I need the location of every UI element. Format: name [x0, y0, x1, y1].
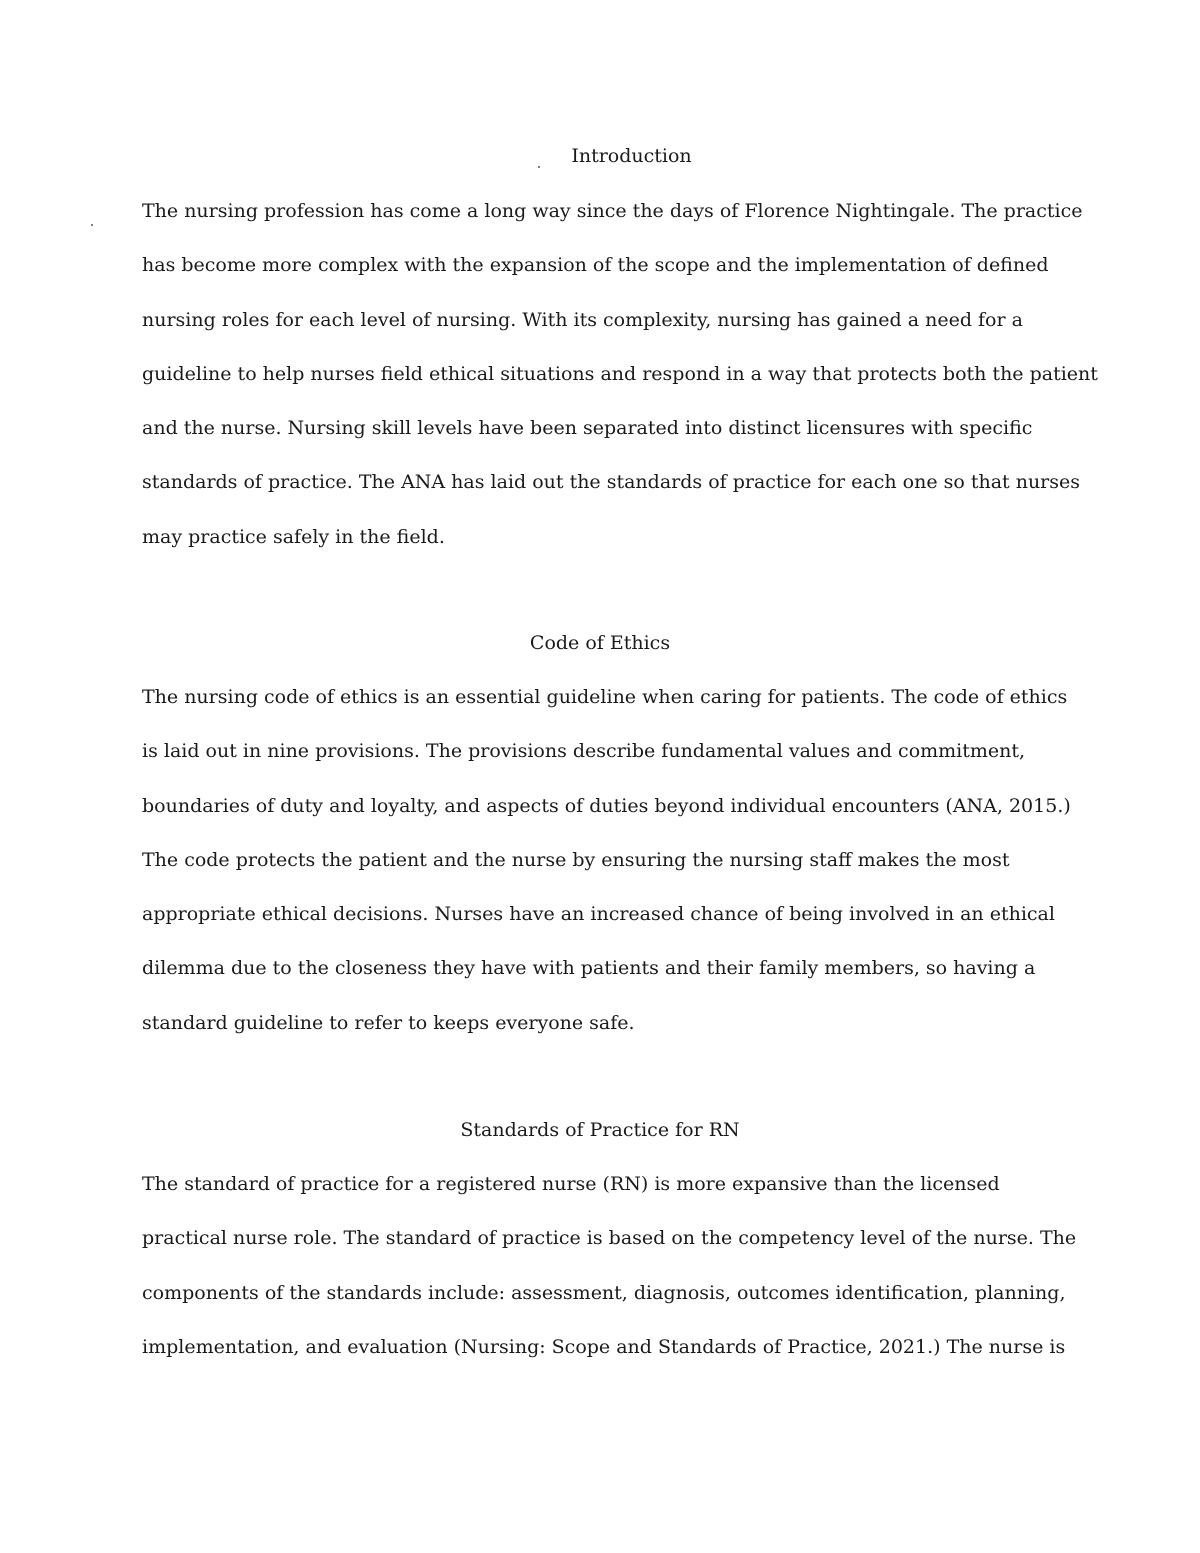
paragraph-introduction	[142, 198, 1098, 578]
text-line: components of the standards include: assessment, diagnosis, outcomes identification, planning,	[142, 1281, 1066, 1304]
text-line: is laid out in nine provisions. The provisions describe fundamental values and commitment,	[142, 740, 1026, 763]
text-line: may practice safely in the field.	[142, 525, 445, 548]
text-line: and the nurse. Nursing skill levels have been separated into distinct licensures with specific	[142, 417, 1033, 439]
text-line: implementation, and evaluation (Nursing: Scope and Standards of Practice, 2021.) The nurse is	[142, 1335, 1066, 1358]
text-line: standard guideline to refer to keeps everyone safe.	[142, 1011, 635, 1034]
text-line: standards of practice. The ANA has laid out the standards of practice for each one so that nurses	[142, 471, 1081, 494]
text-line: nursing roles for each level of nursing. With its complexity, nursing has gained a need for a	[142, 308, 1023, 331]
section-heading-standards-of-practice-rn: Standards of Practice for RN	[460, 1119, 740, 1141]
text-line: has become more complex with the expansion of the scope and the implementation of defined	[142, 254, 1049, 277]
text-line: appropriate ethical decisions. Nurses have an increased chance of being involved in an ethical	[142, 903, 1055, 925]
text-line: The nursing profession has come a long way since the days of Florence Nightingale. The practice	[142, 200, 1083, 222]
text-line: practical nurse role. The standard of practice is based on the competency level of the nurse. The	[142, 1227, 1077, 1250]
text-line: The nursing code of ethics is an essential guideline when caring for patients. The code of ethics	[142, 686, 1068, 708]
text-line: The code protects the patient and the nurse by ensuring the nursing staff makes the most	[142, 848, 1010, 871]
text-line: boundaries of duty and loyalty, and aspects of duties beyond individual encounters (ANA, 2015.)	[142, 794, 1071, 817]
paragraph-standards-of-practice-rn	[142, 1171, 1082, 1388]
section-heading-introduction: Introduction	[571, 145, 692, 167]
section-heading-code-of-ethics: Code of Ethics	[529, 632, 671, 654]
paragraph-code-of-ethics	[142, 684, 1082, 1064]
text-line: guideline to help nurses field ethical situations and respond in a way that protects both the patient	[142, 362, 1098, 385]
stray-dot-mark	[91, 224, 93, 226]
text-line: dilemma due to the closeness they have with patients and their family members, so having a	[142, 957, 1036, 980]
text-line: The standard of practice for a registered nurse (RN) is more expansive than the licensed	[142, 1173, 1000, 1195]
